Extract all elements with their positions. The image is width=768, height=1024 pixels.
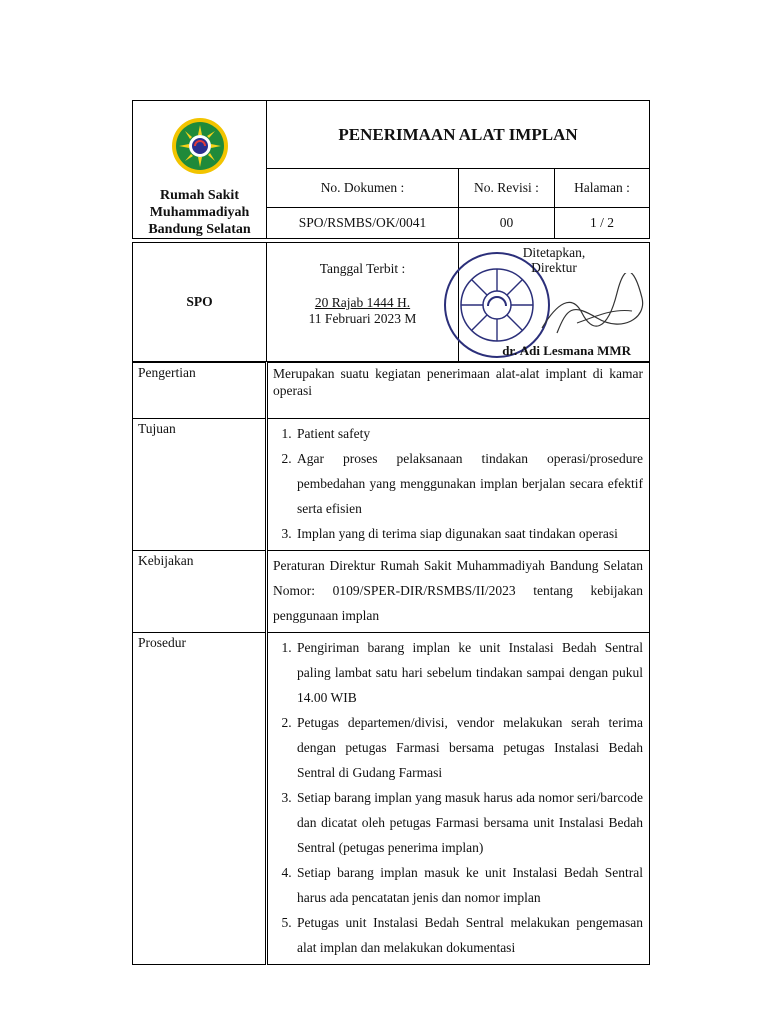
tujuan-label: Tujuan — [133, 419, 267, 551]
muhammadiyah-sun-logo-icon — [171, 117, 229, 175]
signer-name: dr. Adi Lesmana MMR — [502, 343, 631, 358]
pengertian-label: Pengertian — [133, 363, 267, 419]
prosedur-content — [267, 633, 650, 965]
list-item: 1. Pengiriman barang implan ke unit Instalasi Bedah Sentral paling lambat satu hari sebelum tindakan sampai dengan pukul 14.00 WIB — [295, 635, 643, 710]
tujuan-content — [267, 419, 650, 551]
page-value: 1 / 2 — [555, 208, 650, 239]
kebijakan-label: Kebijakan — [133, 551, 267, 633]
hospital-name-line2: Muhammadiyah — [149, 205, 250, 220]
list-item: 1. Patient safety — [295, 421, 643, 446]
doc-no-label: No. Dokumen : — [267, 169, 459, 208]
spo-label: SPO — [133, 243, 267, 362]
document-title: PENERIMAAN ALAT IMPLAN — [267, 101, 650, 169]
doc-no-value: SPO/RSMBS/OK/0041 — [267, 208, 459, 239]
revision-value: 00 — [459, 208, 555, 239]
spo-document — [132, 100, 649, 965]
list-item: 5. Petugas unit Instalasi Bedah Sentral melakukan pengemasan alat implan dan melakukan dokumentasi — [295, 910, 643, 960]
pengertian-text: Merupakan suatu kegiatan penerimaan alat-alat implant di kamar operasi — [267, 363, 650, 419]
approval-signature-cell — [459, 243, 650, 362]
hospital-logo-cell — [133, 101, 267, 239]
signature-icon — [537, 273, 647, 343]
prosedur-list — [273, 635, 643, 960]
list-item: 2. Petugas departemen/divisi, vendor melakukan serah terima dengan petugas Farmasi bersama petugas Instalasi Bedah Sentral di Gudang Farmasi — [295, 710, 643, 785]
list-item: 2. Agar proses pelaksanaan tindakan operasi/prosedure pembedahan yang menggunakan implan berjalan secara efektif serta efisien — [295, 446, 643, 521]
set-label: Ditetapkan, — [522, 245, 586, 260]
list-item: 4. Setiap barang implan masuk ke unit Instalasi Bedah Sentral harus ada pencatatan jenis dan nomor implan — [295, 860, 643, 910]
gregorian-date: 11 Februari 2023 M — [308, 311, 417, 326]
issue-date-label: Tanggal Terbit : — [319, 261, 406, 276]
signer-role: Direktur — [531, 260, 577, 275]
list-item: 3. Implan yang di terima siap digunakan saat tindakan operasi — [295, 521, 643, 546]
list-item: 3. Setiap barang implan yang masuk harus ada nomor seri/barcode dan dicatat oleh petugas Farmasi bersama unit Instalasi Bedah Sentral (petugas penerima implan) — [295, 785, 643, 860]
header-table — [132, 100, 650, 239]
hijri-date: 20 Rajab 1444 H. — [314, 295, 411, 310]
prosedur-label: Prosedur — [133, 633, 267, 965]
revision-label: No. Revisi : — [459, 169, 555, 208]
tujuan-list — [273, 421, 643, 546]
page-label: Halaman : — [555, 169, 650, 208]
hospital-name-line3: Bandung Selatan — [148, 222, 251, 237]
content-table — [132, 362, 650, 965]
issue-date-cell — [267, 243, 459, 362]
kebijakan-text: Peraturan Direktur Rumah Sakit Muhammadiyah Bandung Selatan Nomor: 0109/SPER-DIR/RSMBS/II/2023 tentang kebijakan penggunaan implan — [267, 551, 650, 633]
approval-table — [132, 242, 650, 362]
hospital-name-line1: Rumah Sakit — [160, 188, 239, 203]
hospital-name — [133, 187, 266, 238]
